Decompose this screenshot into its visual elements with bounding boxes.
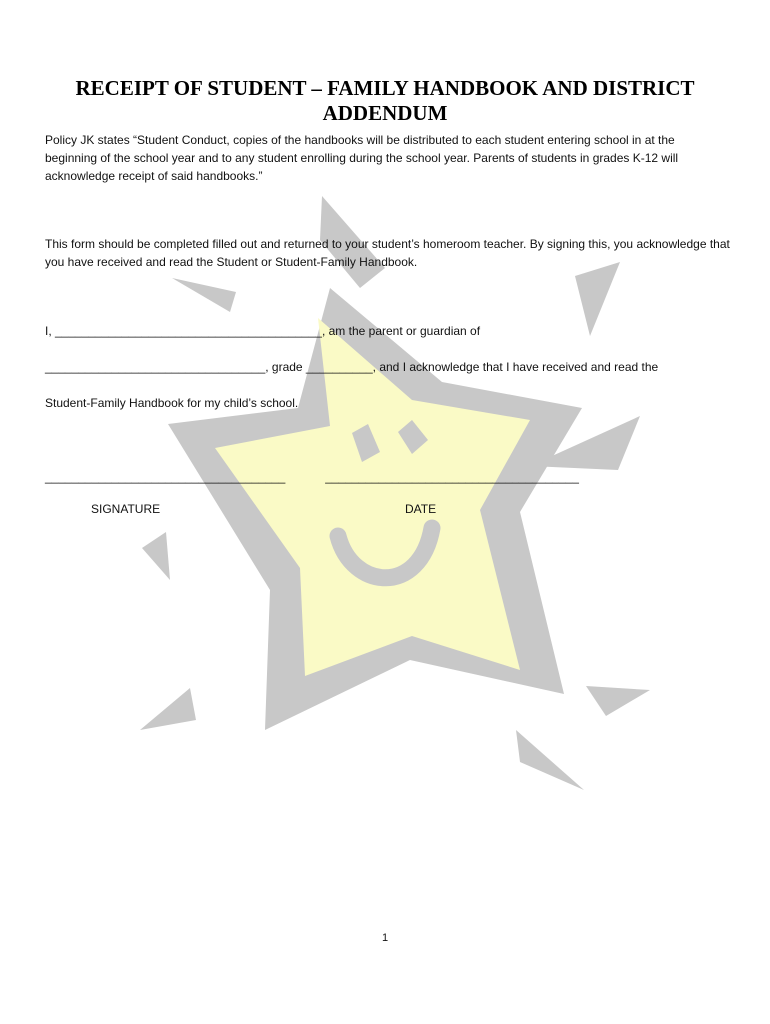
policy-paragraph: Policy JK states “Student Conduct, copies of the handbooks will be distributed to each student entering school in at the beginning of the school year and to any student enrolling during the school year. Parents of students in grades K-12 will acknowledge receipt of said handbooks.”: [45, 133, 679, 183]
title-line-2: ADDENDUM: [322, 101, 448, 125]
instructions-paragraph: This form should be completed filled out and returned to your student’s homeroom teacher. By signing this, you acknowledge that you have received and read the Student or Student-Family Handbook.: [45, 237, 730, 269]
parent-name-line[interactable]: I, ________________________________________, am the parent or guardian of: [45, 324, 481, 338]
signature-label: SIGNATURE: [91, 502, 161, 516]
student-grade-line[interactable]: _________________________________, grade __________, and I acknowledge that I have received and read the: [45, 360, 659, 374]
title-line-1: RECEIPT OF STUDENT – FAMILY HANDBOOK AND DISTRICT: [75, 76, 695, 100]
date-label: DATE: [405, 502, 437, 516]
document-title: [40, 76, 730, 126]
handbook-statement: Student-Family Handbook for my child’s school.: [45, 396, 299, 410]
signature-date-lines[interactable]: ____________________________________ ______________________________________: [45, 470, 579, 484]
page-number: 1: [381, 932, 389, 944]
